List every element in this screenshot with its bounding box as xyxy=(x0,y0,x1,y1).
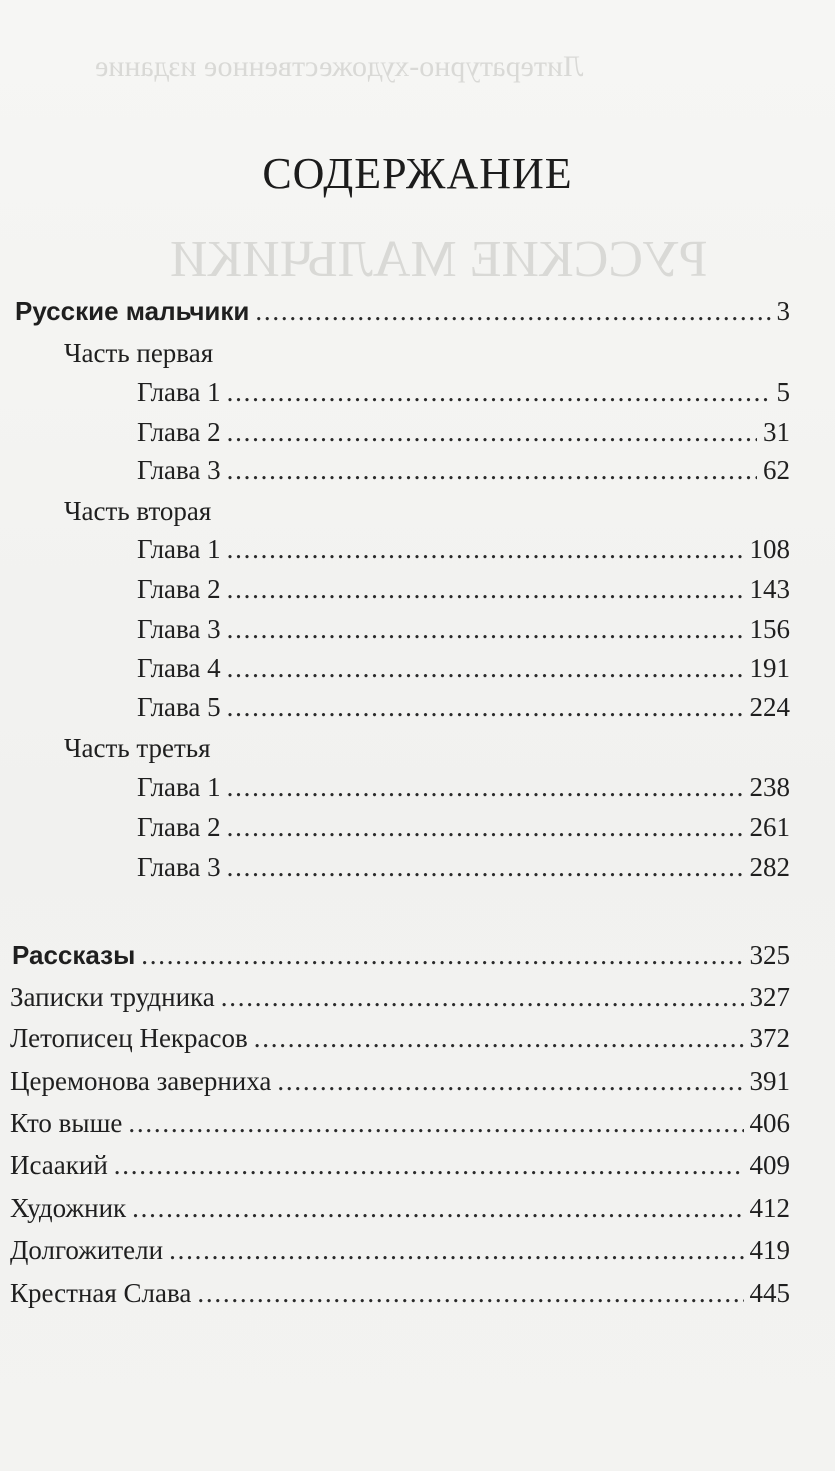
toc-leader-dots xyxy=(128,1106,743,1140)
toc-entry-page: 391 xyxy=(749,1066,790,1096)
toc-entry-label: Часть первая xyxy=(64,338,214,368)
toc-part-heading xyxy=(64,731,211,765)
toc-entry-page: 406 xyxy=(749,1108,790,1138)
toc-entry xyxy=(10,1276,790,1310)
toc-entry-label: Долгожители xyxy=(10,1235,164,1265)
toc-entry xyxy=(137,651,790,685)
toc-entry-label: Художник xyxy=(10,1193,127,1223)
toc-entry-page: 325 xyxy=(749,940,790,970)
toc-entry-label: Глава 1 xyxy=(137,534,221,564)
toc-leader-dots xyxy=(227,690,744,724)
toc-leader-dots xyxy=(141,938,743,972)
toc-leader-dots xyxy=(227,651,744,685)
page-title: СОДЕРЖАНИЕ xyxy=(262,149,573,198)
toc-part-heading xyxy=(64,494,211,528)
toc-entry-label: Рассказы xyxy=(12,940,136,970)
toc-entry xyxy=(10,1233,790,1267)
toc-entry-page: 282 xyxy=(749,852,790,882)
toc-entry-page: 191 xyxy=(749,653,790,683)
toc-entry xyxy=(137,415,790,449)
toc-entry-page: 419 xyxy=(749,1235,790,1265)
toc-entry-page: 409 xyxy=(749,1150,790,1180)
toc-entry-label: Глава 4 xyxy=(137,653,221,683)
toc-entry-page: 108 xyxy=(749,534,790,564)
toc-entry-page: 224 xyxy=(749,692,790,722)
toc-entry-label: Глава 1 xyxy=(137,772,221,802)
toc-entry-label: Часть третья xyxy=(64,733,211,763)
toc-entry-label: Кто выше xyxy=(10,1108,123,1138)
toc-entry-label: Глава 2 xyxy=(137,417,221,447)
toc-entry xyxy=(10,1021,790,1055)
toc-entry-label: Глава 3 xyxy=(137,455,221,485)
toc-leader-dots xyxy=(227,415,757,449)
toc-leader-dots xyxy=(169,1233,743,1267)
toc-entry-page: 372 xyxy=(749,1023,790,1053)
toc-entry xyxy=(15,294,790,328)
toc-entry xyxy=(10,980,790,1014)
toc-leader-dots xyxy=(227,810,744,844)
toc-entry-label: Глава 3 xyxy=(137,852,221,882)
toc-entry-label: Церемонова заверниха xyxy=(10,1066,272,1096)
toc-entry-label: Глава 3 xyxy=(137,614,221,644)
toc-leader-dots xyxy=(254,1021,744,1055)
toc-entry xyxy=(137,810,790,844)
toc-entry xyxy=(137,770,790,804)
toc-leader-dots xyxy=(221,980,744,1014)
show-through-decoration: Литературно-художественное издание xyxy=(95,50,584,83)
toc-entry-label: Часть вторая xyxy=(64,496,212,526)
toc-leader-dots xyxy=(227,375,771,409)
toc-entry-page: 261 xyxy=(749,812,790,842)
toc-leader-dots xyxy=(227,770,744,804)
toc-entry xyxy=(10,1106,790,1140)
toc-entry-label: Крестная Слава xyxy=(10,1278,192,1308)
toc-leader-dots xyxy=(227,572,744,606)
toc-entry-label: Глава 5 xyxy=(137,692,221,722)
toc-entry-page: 5 xyxy=(776,377,790,407)
toc-entry-page: 156 xyxy=(749,614,790,644)
toc-entry-page: 445 xyxy=(749,1278,790,1308)
toc-leader-dots xyxy=(227,612,744,646)
toc-entry-page: 31 xyxy=(763,417,790,447)
toc-leader-dots xyxy=(277,1064,743,1098)
toc-entry-label: Глава 2 xyxy=(137,812,221,842)
toc-entry xyxy=(10,1064,790,1098)
toc-entry-page: 143 xyxy=(749,574,790,604)
toc-entry-label: Летописец Некрасов xyxy=(10,1023,248,1053)
toc-entry xyxy=(10,1191,790,1225)
toc-entry xyxy=(137,850,790,884)
toc-entry-page: 327 xyxy=(749,982,790,1012)
toc-leader-dots xyxy=(132,1191,743,1225)
toc-entry-page: 238 xyxy=(749,772,790,802)
toc-entry-label: Глава 2 xyxy=(137,574,221,604)
toc-leader-dots xyxy=(114,1148,744,1182)
toc-entry-page: 62 xyxy=(763,455,790,485)
toc-entry-label: Записки трудника xyxy=(10,982,215,1012)
toc-entry-label: Русские мальчики xyxy=(15,296,250,326)
toc-entry xyxy=(137,453,790,487)
toc-entry xyxy=(137,375,790,409)
toc-entry-page: 412 xyxy=(749,1193,790,1223)
toc-leader-dots xyxy=(227,453,757,487)
toc-entry xyxy=(12,938,790,972)
toc-leader-dots xyxy=(227,850,744,884)
toc-part-heading xyxy=(64,336,213,370)
toc-entry-label: Исаакий xyxy=(10,1150,108,1180)
toc-entry xyxy=(137,612,790,646)
toc-leader-dots xyxy=(197,1276,743,1310)
toc-entry xyxy=(10,1148,790,1182)
toc-entry xyxy=(137,532,790,566)
toc-entry-label: Глава 1 xyxy=(137,377,221,407)
toc-entry xyxy=(137,690,790,724)
toc-leader-dots xyxy=(227,532,744,566)
show-through-decoration: РУССКИЕ МАЛЬЧИКИ xyxy=(170,231,708,288)
toc-leader-dots xyxy=(255,294,770,328)
toc-entry-page: 3 xyxy=(776,296,790,326)
toc-entry xyxy=(137,572,790,606)
